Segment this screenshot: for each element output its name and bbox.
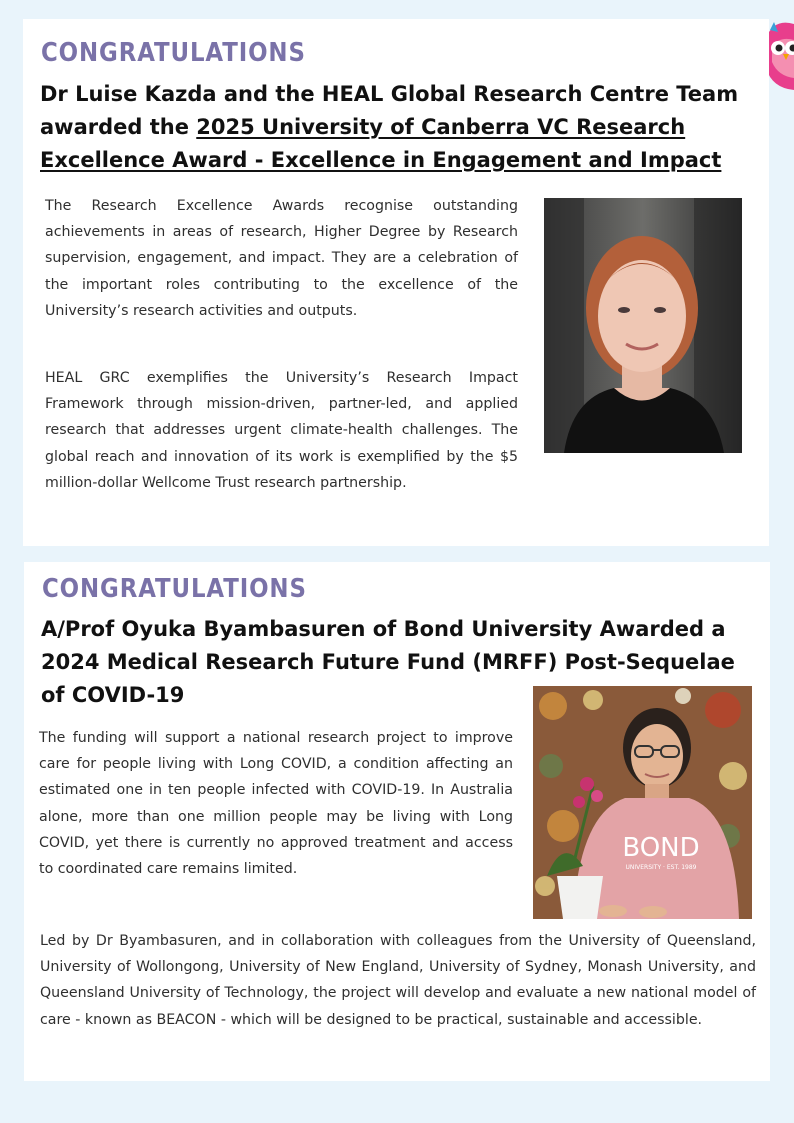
- award-card-heal-grc: [23, 19, 769, 546]
- body-paragraph: Led by Dr Byambasuren, and in collaboration with colleagues from the University of Queensland, University of Wollongong, University of New England, University of Sydney, Monash University, and Queensland University of Technology, the project will develop and evaluate a new national model of care - known as BEACON - which will be designed to be practical, sustainable and accessible.: [40, 933, 756, 1028]
- shirt-subtext: UNIVERSITY · EST. 1989: [625, 864, 697, 871]
- headline: A/Prof Oyuka Byambasuren of Bond University Awarded a 2024 Medical Research Future Fund (MRFF) Post-Sequelae of COVID-19: [41, 617, 735, 707]
- body-paragraph: The Research Excellence Awards recognise outstanding achievements in areas of research, Higher Degree by Research supervision, engagement, and impact. They are a celebration of the important roles contributing to the excellence of the University’s research activities and outputs.: [45, 198, 518, 319]
- body-paragraph: HEAL GRC exemplifies the University’s Research Impact Framework through mission-driven, partner-led, and applied research that addresses urgent climate-health challenges. The global reach and innovation of its work is exemplified by the $5 million-dollar Wellcome Trust research partnership.: [45, 370, 518, 491]
- award-card-mrff: [24, 562, 770, 1081]
- body-paragraph: The funding will support a national research project to improve care for people living with Long COVID, a condition affecting an estimated one in ten people infected with COVID-19. In Australia alone, more than one million people may be living with Long COVID, yet there is currently no approved treatment and access to coordinated care remains limited.: [39, 730, 513, 878]
- section-kicker: CONGRATULATIONS: [42, 574, 307, 604]
- headline: [40, 78, 740, 177]
- portrait-photo-oyuka-byambasuren: [533, 686, 752, 919]
- award-title-link[interactable]: 2025 University of Canberra VC Research Excellence Award - Excellence in Engagement and Impact: [40, 115, 722, 172]
- shirt-logo-text: BOND: [622, 833, 700, 863]
- portrait-photo-luise-kazda: [544, 198, 742, 453]
- headline-text: Dr Luise Kazda and the HEAL Global Research Centre Team awarded the: [40, 82, 739, 139]
- section-kicker: CONGRATULATIONS: [41, 38, 306, 68]
